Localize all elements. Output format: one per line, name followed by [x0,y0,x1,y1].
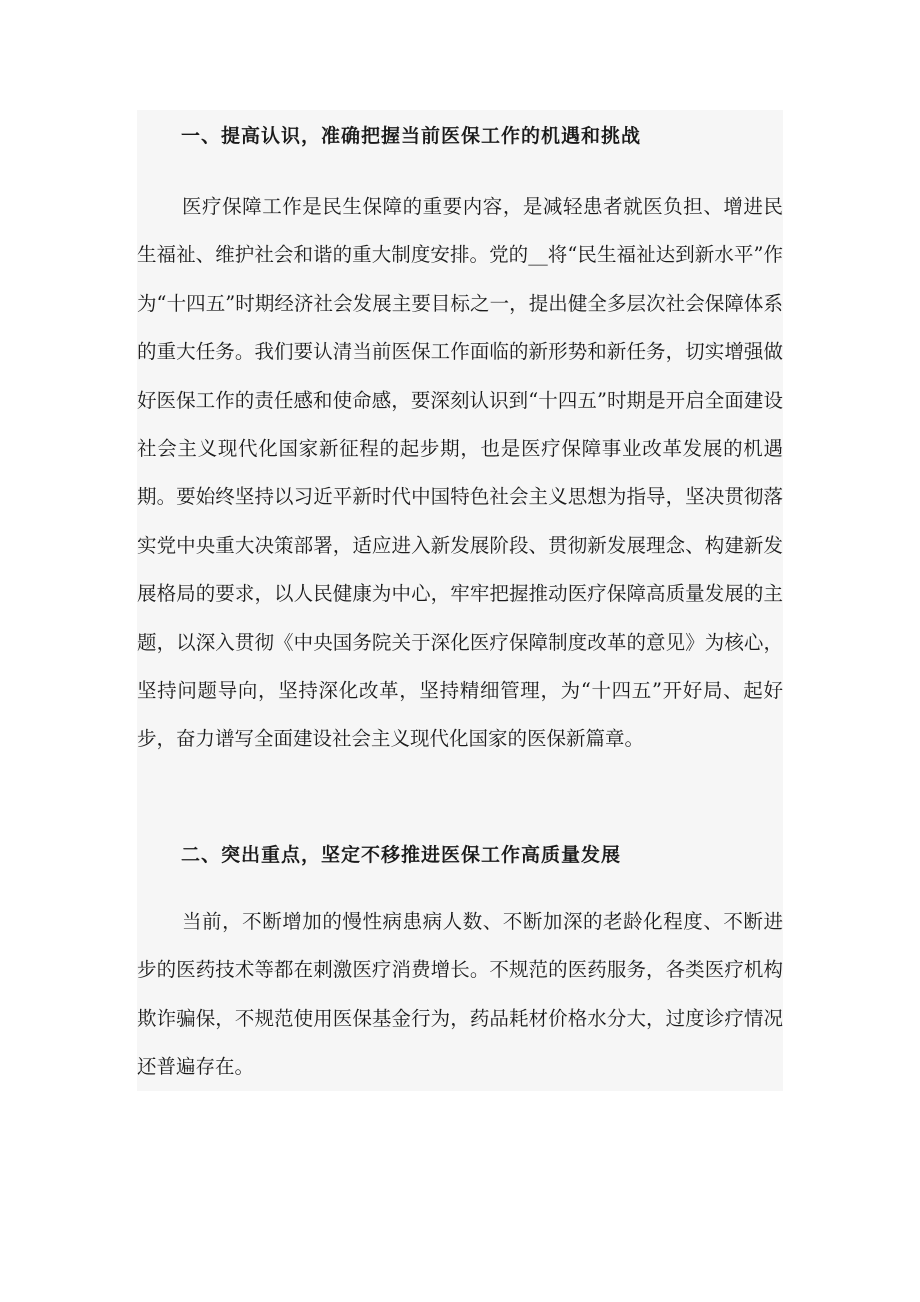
section-heading-2: 二、突出重点，坚定不移推进医保工作高质量发展 [181,844,622,866]
section-paragraph-1: 医疗保障工作是民生保障的重要内容，是减轻患者就医负担、增进民生福祉、维护社会和谐的重大制度安排。党的__将“民生福祉达到新水平”作为“十四五”时期经济社会发展主要目标之一，提出健全多层次社会保障体系的重大任务。我们要认清当前医保工作面临的新形势和新任务，切实增强做好医保工作的责任感和使命感，要深刻认识到“十四五”时期是开启全面建设社会主义现代化国家新征程的起步期，也是医疗保障事业改革发展的机遇期。要始终坚持以习近平新时代中国特色社会主义思想为指导，坚决贯彻落实党中央重大决策部署，适应进入新发展阶段、贯彻新发展理念、构建新发展格局的要求，以人民健康为中心，牢牢把握推动医疗保障高质量发展的主题，以深入贯彻《中央国务院关于深化医疗保障制度改革的意见》为核心，坚持问题导向，坚持深化改革，坚持精细管理，为“十四五”开好局、起好步，奋力谱写全面建设社会主义现代化国家的医保新篇章。 [137,195,783,751]
section-paragraph-2: 当前，不断增加的慢性病患病人数、不断加深的老龄化程度、不断进步的医药技术等都在刺激医疗消费增长。不规范的医药服务，各类医疗机构欺诈骗保，不规范使用医保基金行为，药品耗材价格水分大，过度诊疗情况还普遍存在。 [137,910,783,1079]
section-heading-1: 一、提高认识，准确把握当前医保工作的机遇和挑战 [181,125,642,147]
